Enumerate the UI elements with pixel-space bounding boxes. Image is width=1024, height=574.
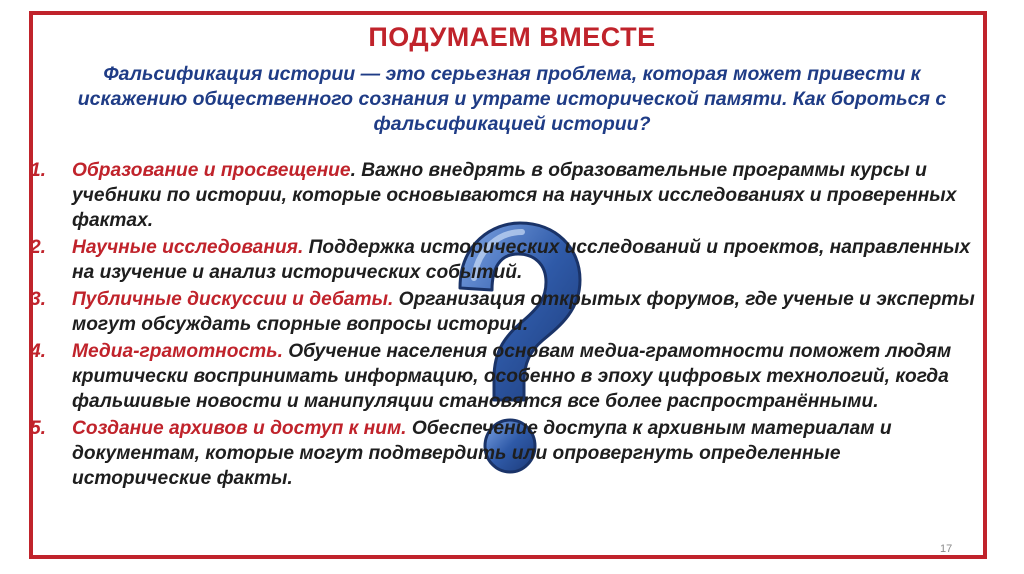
list-item [30, 416, 985, 491]
item-heading: Образование и просвещение [72, 160, 351, 181]
list-item [30, 287, 985, 337]
item-text: . Важно внедрять в образовательные программы курсы и учебники по истории, которые основываются на научных исследованиях и проверенных фактах. [72, 160, 957, 231]
list-item [30, 235, 985, 285]
intro-text: Фальсификация истории — это серьезная проблема, которая может привести к искажению общественного сознания и утрате исторической памяти. Как бороться с фальсификацией истории? [77, 63, 947, 135]
item-text: Обучение населения основам медиа-грамотности поможет людям критически воспринимать информацию, особенно в эпоху цифровых технологий, когда фальшивые новости и манипуляции становятся все более распространёнными. [72, 341, 952, 412]
item-number: 2. [30, 237, 47, 258]
page-number: 17 [940, 543, 953, 555]
item-heading: Научные исследования. [72, 237, 304, 258]
item-heading: Публичные дискуссии и дебаты. [72, 289, 394, 310]
list-item [30, 339, 985, 414]
points-list [30, 158, 985, 493]
item-number: 3. [30, 289, 47, 310]
item-text: Обеспечение доступа к архивным материалам и документам, которые могут подтвердить или опровергнуть определенные исторические факты. [72, 418, 892, 489]
item-text: Организация открытых форумов, где ученые и эксперты могут обсуждать спорные вопросы истории. [72, 289, 975, 335]
list-item [30, 158, 985, 233]
item-number: 5. [30, 418, 47, 439]
item-number: 4. [30, 341, 47, 362]
item-heading: Медиа-грамотность. [72, 341, 283, 362]
item-heading: Создание архивов и доступ к ним. [72, 418, 407, 439]
item-text: Поддержка исторических исследований и проектов, направленных на изучение и анализ исторических событий. [72, 237, 971, 283]
item-number: 1. [30, 160, 47, 181]
slide-title: ПОДУМАЕМ ВМЕСТЕ [368, 22, 656, 52]
